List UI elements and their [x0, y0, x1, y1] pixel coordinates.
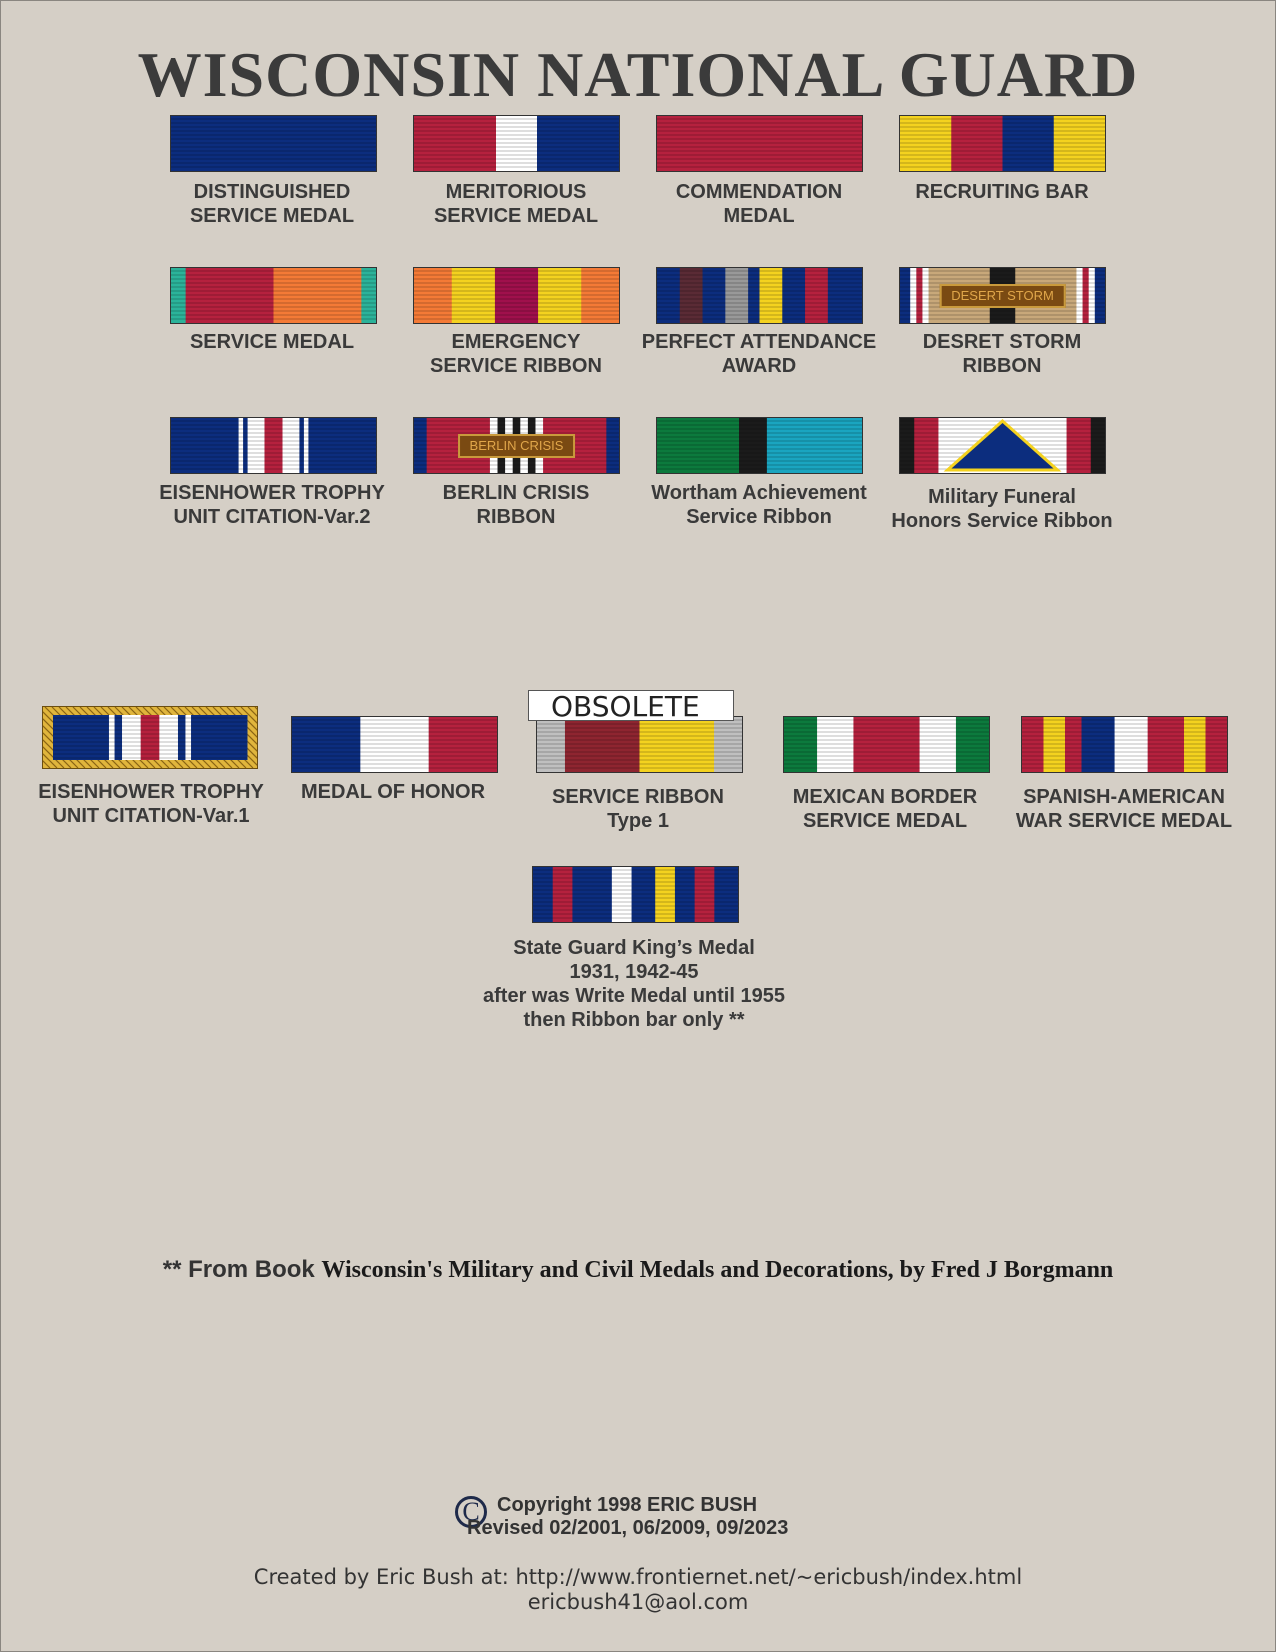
award-label-line: WAR SERVICE MEDAL: [1015, 810, 1233, 832]
award-label-line: State Guard King’s Medal: [513, 937, 755, 959]
award-label: [474, 936, 794, 1032]
award-ribbon: [1021, 716, 1228, 773]
award-label: [964, 785, 1276, 833]
award-ribbon: [413, 417, 620, 474]
award-label-line: SPANISH-AMERICAN: [1023, 786, 1225, 808]
award-label-line: 1931, 1942-45: [569, 961, 699, 983]
award-label-line: SERVICE RIBBON: [552, 786, 724, 808]
award-label-line: Wortham Achievement: [651, 482, 867, 504]
award-label-line: SERVICE MEDAL: [189, 205, 355, 227]
award-ribbon: [413, 267, 620, 324]
award-label-line: Military Funeral: [928, 486, 1076, 508]
source-note-lead: ** From Book: [162, 1256, 322, 1283]
award-label-line: EISENHOWER TROPHY: [38, 781, 264, 803]
award-label-line: MEXICAN BORDER: [792, 786, 978, 808]
award-label-line: RECRUITING BAR: [915, 181, 1089, 203]
award-label-line: COMMENDATION: [675, 181, 843, 203]
award-label-line: Honors Service Ribbon: [891, 510, 1113, 532]
award-label-line: DESRET STORM: [922, 331, 1082, 353]
award-ribbon: [783, 716, 990, 773]
award-ribbon: [42, 706, 258, 769]
award-ribbon: [899, 267, 1106, 324]
award-ribbon: [291, 716, 498, 773]
ribbon-device-tab: DESERT STORM: [939, 284, 1066, 308]
award-label-line: SERVICE MEDAL: [189, 331, 355, 353]
copyright-block: [455, 1494, 855, 1540]
award-label-line: UNIT CITATION-Var.1: [52, 805, 250, 827]
award-label-line: EISENHOWER TROPHY: [159, 482, 385, 504]
award-ribbon: [170, 267, 377, 324]
award-ribbon: [656, 417, 863, 474]
source-book-title: Wisconsin's Military and Civil Medals and Decorations, by Fred J Borgmann: [321, 1257, 1114, 1283]
award-ribbon: [532, 866, 739, 923]
award-label: [842, 485, 1162, 533]
award-label-line: SERVICE RIBBON: [430, 355, 602, 377]
award-label-line: RIBBON: [962, 355, 1042, 377]
award-ribbon: [656, 267, 863, 324]
page-title: WISCONSIN NATIONAL GUARD: [137, 39, 1139, 110]
award-label-line: after was Write Medal until 1955: [483, 985, 785, 1007]
award-ribbon: [899, 115, 1106, 172]
award-label-line: EMERGENCY: [451, 331, 581, 353]
credit-block: [0, 1565, 1276, 1615]
obsolete-tag: OBSOLETE: [528, 690, 734, 721]
award-label-line: MEDAL OF HONOR: [300, 781, 486, 803]
award-label-line: then Ribbon bar only **: [523, 1009, 745, 1031]
award-label-line: DISTINGUISHED: [193, 181, 351, 203]
award-ribbon: [170, 417, 377, 474]
award-ribbon: [413, 115, 620, 172]
award-label: [842, 330, 1162, 378]
award-ribbon: [656, 115, 863, 172]
source-note: [0, 1256, 1276, 1284]
copyright-icon: C: [455, 1496, 487, 1528]
ribbon-device-tab: BERLIN CRISIS: [458, 434, 576, 458]
award-label-line: UNIT CITATION-Var.2: [173, 506, 371, 528]
award-label-line: Service Ribbon: [686, 506, 832, 528]
award-label-line: MEDAL: [723, 205, 795, 227]
credit-url-line[interactable]: Created by Eric Bush at: http://www.frontiernet.net/~ericbush/index.html: [253, 1565, 1023, 1589]
award-label-line: PERFECT ATTENDANCE: [641, 331, 877, 353]
award-label: [842, 180, 1162, 204]
revised-line: Revised 02/2001, 06/2009, 09/2023: [467, 1517, 789, 1539]
award-label-line: SERVICE MEDAL: [433, 205, 599, 227]
award-ribbon: [899, 417, 1106, 474]
award-label-line: Type 1: [607, 810, 669, 832]
award-ribbon: [170, 115, 377, 172]
award-label-line: RIBBON: [476, 506, 556, 528]
award-label-line: SERVICE MEDAL: [802, 810, 968, 832]
copyright-line: Copyright 1998 ERIC BUSH: [497, 1494, 758, 1516]
award-ribbon: [536, 716, 743, 773]
award-label-line: BERLIN CRISIS: [442, 482, 590, 504]
credit-email-line[interactable]: ericbush41@aol.com: [527, 1590, 749, 1614]
award-label-line: MERITORIOUS: [445, 181, 587, 203]
award-label-line: AWARD: [721, 355, 797, 377]
